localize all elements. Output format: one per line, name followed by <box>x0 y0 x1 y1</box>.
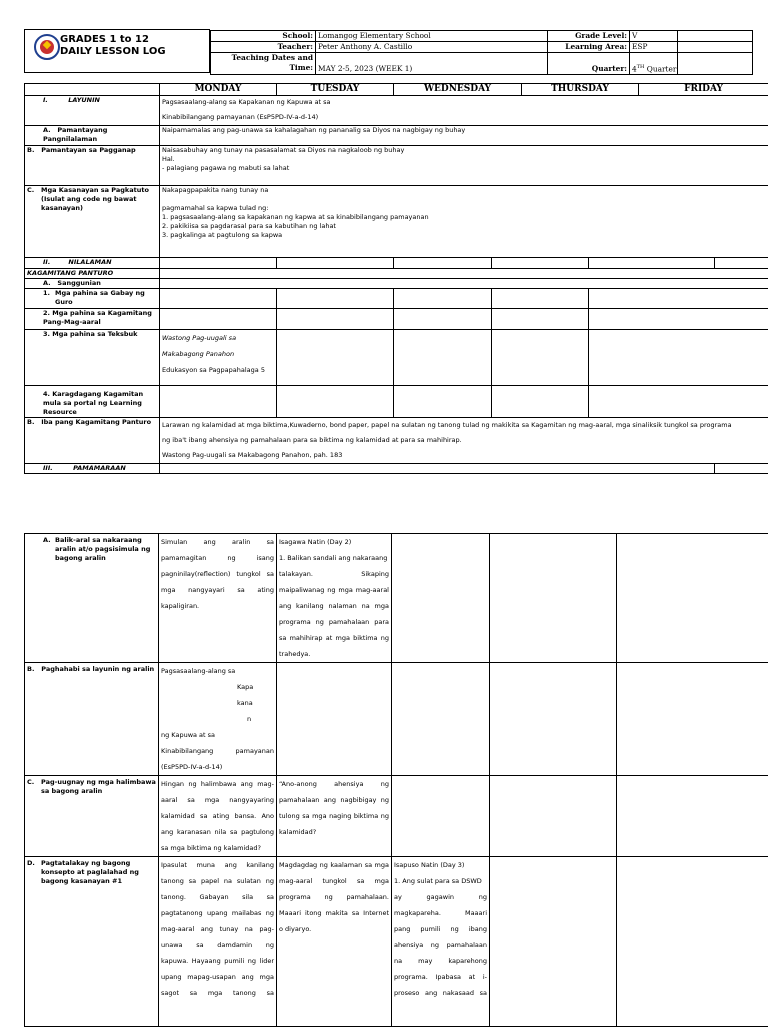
balik-tue-line: programa ng pamahalaan para <box>279 614 389 630</box>
row-pag-uugnay <box>25 776 768 857</box>
grade-extra <box>678 31 753 42</box>
paghahabi-mon-line: n <box>161 711 274 727</box>
teksbuk-fri <box>589 330 768 386</box>
teacher-label: Teacher: <box>211 42 316 53</box>
balik-wed <box>392 534 490 663</box>
row-sanggunian <box>25 279 768 289</box>
day-thursday: THURSDAY <box>522 84 639 96</box>
day-wednesday: WEDNESDAY <box>394 84 522 96</box>
pag-uugnay-thu <box>490 776 617 857</box>
pagtatalakay-mon-line: pagtatanong upang mailabas ng <box>161 905 274 921</box>
pagtatalakay-mon-line: mag-aaral ang tunay na pag- <box>161 921 274 937</box>
pagtatalakay-wed-line: programa. Ipabasa at i- <box>394 969 487 985</box>
pamantayan-pg-line-3: - palagiang pagawa ng mabuti sa lahat <box>162 164 766 173</box>
balik-fri <box>617 534 768 663</box>
pagtatalakay-tue-line: o diyaryo. <box>279 921 389 937</box>
iba-content <box>160 418 768 464</box>
iba-text: Iba pang Kagamitang Panturo <box>41 418 151 426</box>
pagtatalakay-mon-line: tanong. Gabayan sila sa <box>161 889 274 905</box>
balik-tue-line: talakayan. Sikaping <box>279 566 389 582</box>
paghahabi-mon-line: Kapa <box>161 679 274 695</box>
gabay-mon <box>160 289 277 309</box>
dates-label-line2: Time: <box>213 63 313 73</box>
pagtatalakay-tue-line: Maaari itong makita sa Internet <box>279 905 389 921</box>
row-kasanayan <box>25 186 768 258</box>
paghahabi-mon-line: Pagsasaalang-alang sa <box>161 663 274 679</box>
kasanayan-line-5: 3. pagkalinga at pagtulong sa kapwa <box>162 231 766 240</box>
kagamitan-mag-wed <box>394 309 492 330</box>
nilalaman-thu <box>589 258 715 269</box>
pagtatalakay-wed-line: ay gagawin ng <box>394 889 487 905</box>
gabay-wed <box>394 289 492 309</box>
nilalaman-wed-b <box>492 258 589 269</box>
balik-mon <box>159 534 277 663</box>
balik-mon-line: pagninilay(reflection) tungkol sa <box>161 566 274 582</box>
balik-tue-line: sa mahihirap at mga biktima ng <box>279 630 389 646</box>
pagtatalakay-fri <box>617 857 768 1027</box>
balik-mon-line: pamamagitan ng isang <box>161 550 274 566</box>
pag-uugnay-mon-line: kalamidad sa ating bansa. Ano <box>161 808 274 824</box>
iba-line-1: Larawan ng kalamidad at mga biktima,Kuwaderno, bond paper, papel na sulatan ng tanong tulad ng makikita sa Kagamitan ng mag-aaral, mga sinaliksik tungkol sa programa <box>162 418 766 433</box>
pamantayan-pg-line-2: Hal. <box>162 155 766 164</box>
paghahabi-mon-line: Kinabibilangang pamayanan <box>161 743 274 759</box>
kasanayan-content <box>160 186 768 258</box>
nilalaman-label <box>25 258 160 269</box>
pag-uugnay-mon-line: sa mga biktima ng kalamidad? <box>161 840 274 856</box>
pagtatalakay-thu <box>490 857 617 1027</box>
layunin-content <box>160 96 768 126</box>
nilalaman-tue <box>277 258 394 269</box>
kasanayan-line-4: 2. pakikiisa sa pagdarasal para sa kabutihan ng lahat <box>162 222 766 231</box>
teacher-value: Peter Anthony A. Castillo <box>316 42 548 53</box>
balik-thu <box>490 534 617 663</box>
pamantayan-pg-content <box>160 146 768 186</box>
paghahabi-num: B. <box>27 665 34 673</box>
pag-uugnay-mon-line: ang karanasan nila sa pagtulong <box>161 824 274 840</box>
row-gabay <box>25 289 768 309</box>
row-paghahabi <box>25 663 768 776</box>
balik-tue-line: 1. Balikan sandali ang nakaraang <box>279 550 389 566</box>
pag-uugnay-num: C. <box>27 778 41 796</box>
grade-label: Grade Level: <box>548 31 630 42</box>
dates-value: MAY 2-5, 2023 (WEEK 1) <box>316 53 548 75</box>
pagtatalakay-mon-line: upang mapag-usapan ang mga <box>161 969 274 985</box>
sanggunian-label <box>25 279 160 289</box>
balik-tue-line: ang kanilang nalaman na mga <box>279 598 389 614</box>
pamamaraan-num: III. <box>43 464 53 472</box>
pamantayan-pg-line-1: Naisasabuhay ang tunay na pasasalamat sa Diyos na nagkaloob ng buhay <box>162 146 766 155</box>
pagtatalakay-mon-line: tanong sa papel na sulatan ng <box>161 873 274 889</box>
area-value: ESP <box>630 42 678 53</box>
pagtatalakay-mon-line: kapuwa. Hayaang pumili ng lider <box>161 953 274 969</box>
pag-uugnay-label <box>25 776 159 857</box>
kagamitan-content <box>160 269 768 279</box>
karagdagang-thu <box>492 386 589 418</box>
pamamaraan-content <box>160 464 715 474</box>
pagtatalakay-wed-line: proseso ang nakasaad sa <box>394 985 487 1001</box>
sanggunian-num: A. <box>43 279 51 287</box>
layunin-line-1: Pagsasaalang-alang sa Kapakanan ng Kapuwa at sa <box>162 96 766 108</box>
pag-uugnay-tue <box>277 776 392 857</box>
nilalaman-fri <box>715 258 768 269</box>
pagtatalakay-wed-line: 1. Ang sulat para sa DSWD <box>394 873 487 889</box>
gabay-num: 1. <box>43 289 55 307</box>
balik-tue-line: trahedya. <box>279 646 389 662</box>
layunin-line-2: Kinabibilangang pamayanan (EsP5PD-IV-a-d-14) <box>162 111 766 123</box>
balik-mon-line: mga nangyayari sa ating <box>161 582 274 598</box>
pamantayan-pg-label <box>25 146 160 186</box>
pagtatalakay-wed-line: magkapareha. Maaari <box>394 905 487 921</box>
quarter-value <box>630 53 678 75</box>
pagtatalakay-text: Pagtatalakay ng bagong konsepto at paglalahad ng bagong kasanayan #1 <box>41 859 156 886</box>
row-pamantayang-pangnilalaman <box>25 126 768 146</box>
pagtatalakay-num: D. <box>27 859 41 886</box>
day-friday: FRIDAY <box>639 84 768 96</box>
pamamaraan-fri <box>715 464 768 474</box>
day-header-blank <box>25 84 160 96</box>
layunin-text: LAYUNIN <box>68 96 100 104</box>
iba-line-2: ng iba't ibang ahensiya ng pamahalaan para sa biktima ng kalamidad at para sa mahihirap. <box>162 433 766 448</box>
pagtatalakay-wed-line: na may kaparehong <box>394 953 487 969</box>
pamantayan-pg-num: B. <box>27 146 34 154</box>
row-nilalaman <box>25 258 768 269</box>
pag-uugnay-mon-line: aaral sa mga nangyayaring <box>161 792 274 808</box>
kasanayan-text: Mga Kasanayan sa Pagkatuto (Isulat ang code ng bawat kasanayan) <box>41 186 157 213</box>
kasanayan-line-3: 1. pagsasaalang-alang sa kapakanan ng kapwa at sa kinabibilangang pamayanan <box>162 213 766 222</box>
row-kagamitan <box>25 269 768 279</box>
teksbuk-label: 3. Mga pahina sa Teksbuk <box>25 330 160 386</box>
iba-line-3: Wastong Pag-uugali sa Makabagong Panahon, pah. 183 <box>162 448 766 463</box>
kagamitan-label: KAGAMITANG PANTURO <box>25 269 160 279</box>
pag-uugnay-tue-line: pamahalaan ang nagbibigay ng <box>279 792 389 808</box>
iba-label <box>25 418 160 464</box>
day-monday: MONDAY <box>160 84 277 96</box>
kagamitan-mag-tue <box>277 309 394 330</box>
row-karagdagang <box>25 386 768 418</box>
teksbuk-line-1: Wastong Pag-uugali sa <box>162 330 274 346</box>
paghahabi-tue <box>277 663 392 776</box>
pag-uugnay-text: Pag-uugnay ng mga halimbawa sa bagong aralin <box>41 778 156 796</box>
gabay-text: Mga pahina sa Gabay ng Guro <box>55 289 157 307</box>
balik-tue-line: Isagawa Natin (Day 2) <box>279 534 389 550</box>
pamantayang-p-num: A. <box>43 126 51 134</box>
pag-uugnay-fri <box>617 776 768 857</box>
pagtatalakay-wed-line: pang pumili ng ibang <box>394 921 487 937</box>
teksbuk-line-2: Makabagong Panahon <box>162 346 274 362</box>
kagamitan-mag-fri <box>589 309 768 330</box>
area-extra <box>678 42 753 53</box>
area-label: Learning Area: <box>548 42 630 53</box>
row-teksbuk <box>25 330 768 386</box>
row-balik-aral <box>25 534 768 663</box>
kasanayan-line-1: Nakapagpapakita nang tunay na <box>162 186 766 195</box>
gabay-label <box>25 289 160 309</box>
row-pagtatalakay <box>25 857 768 1027</box>
pag-uugnay-tue-line: tulong sa mga naging biktima ng <box>279 808 389 824</box>
day-tuesday: TUESDAY <box>277 84 394 96</box>
gabay-fri <box>589 289 768 309</box>
paghahabi-thu <box>490 663 617 776</box>
paghahabi-mon-line: kana <box>161 695 274 711</box>
iba-num: B. <box>27 418 34 426</box>
paghahabi-text: Paghahabi sa layunin ng aralin <box>41 665 154 673</box>
nilalaman-text: NILALAMAN <box>68 258 111 266</box>
pamantayan-pg-text: Pamantayan sa Pagganap <box>41 146 135 154</box>
pagtatalakay-tue-line: mag-aaral tungkol sa mga <box>279 873 389 889</box>
gabay-thu-a <box>492 289 589 309</box>
title-line-2: DAILY LESSON LOG <box>60 46 166 58</box>
kasanayan-num: C. <box>27 186 41 213</box>
teksbuk-line-3: Edukasyon sa Pagpapahalaga 5 <box>162 362 274 378</box>
pamamaraan-label <box>25 464 160 474</box>
gabay-tue <box>277 289 394 309</box>
row-layunin <box>25 96 768 126</box>
layunin-num: I. <box>43 96 48 104</box>
school-label: School: <box>211 31 316 42</box>
balik-text: Balik-aral sa nakaraang aralin at/o pagsisimula ng bagong aralin <box>55 536 156 563</box>
row-pamamaraan <box>25 464 768 474</box>
dates-label-line1: Teaching Dates and <box>213 53 313 63</box>
dates-label <box>211 53 316 75</box>
nilalaman-mon <box>160 258 277 269</box>
pagtatalakay-mon-line: Ipasulat muna ang kanilang <box>161 857 274 873</box>
pagtatalakay-mon <box>159 857 277 1027</box>
grade-value: V <box>630 31 678 42</box>
pagtatalakay-label <box>25 857 159 1027</box>
balik-tue-line: maipaliwanag ng mga mag-aaral <box>279 582 389 598</box>
pagtatalakay-tue-line: Magdagdag ng kaalaman sa mga <box>279 857 389 873</box>
pag-uugnay-mon-line: Hingan ng halimbawa ang mag- <box>161 776 274 792</box>
pagtatalakay-mon-line: sagot sa mga tanong sa <box>161 985 274 1001</box>
pag-uugnay-wed <box>392 776 490 857</box>
pamantayang-p-label <box>25 126 160 146</box>
nilalaman-wed-a <box>394 258 492 269</box>
quarter-label: Quarter: <box>548 53 630 75</box>
kasanayan-line-2: pagmamahal sa kapwa tulad ng: <box>162 204 766 213</box>
teksbuk-mon <box>160 330 277 386</box>
karagdagang-fri <box>589 386 768 418</box>
lesson-table-2 <box>24 533 768 1027</box>
sanggunian-content <box>160 279 768 289</box>
teksbuk-tue <box>277 330 394 386</box>
quarter-num: 4 <box>632 64 637 73</box>
balik-mon-line: kapaligiran. <box>161 598 274 614</box>
pagtatalakay-wed-line: ahensiya ng pamahalaan <box>394 937 487 953</box>
kagamitan-mag-mon <box>160 309 277 330</box>
quarter-sup: TH <box>637 64 645 70</box>
school-value: Lomangog Elementary School <box>316 31 548 42</box>
balik-mon-line: Simulan ang aralin sa <box>161 534 274 550</box>
karagdagang-mon <box>160 386 277 418</box>
pagtatalakay-tue-line: programa ng pamahalaan. <box>279 889 389 905</box>
teksbuk-wed <box>394 330 492 386</box>
pamantayang-p-text: Pamantayang Pangnilalaman <box>43 126 107 143</box>
kagamitan-mag-thu <box>492 309 589 330</box>
header-info-table <box>210 30 753 75</box>
balik-label <box>25 534 159 663</box>
karagdagang-tue <box>277 386 394 418</box>
pag-uugnay-mon <box>159 776 277 857</box>
quarter-word: Quarter <box>644 64 676 73</box>
pag-uugnay-tue-line: “Ano-anong ahensiya ng <box>279 776 389 792</box>
kasanayan-label <box>25 186 160 258</box>
paghahabi-fri <box>617 663 768 776</box>
paghahabi-wed <box>392 663 490 776</box>
lesson-table-1 <box>24 95 768 474</box>
karagdagang-label: 4. Karagdagang Kagamitan mula sa portal ng Learning Resource <box>25 386 160 418</box>
row-iba-pang <box>25 418 768 464</box>
pagtatalakay-mon-line: unawa sa damdamin ng <box>161 937 274 953</box>
paghahabi-mon-line: ng Kapuwa at sa <box>161 727 274 743</box>
paghahabi-mon-line: (EsP5PD-IV-a-d-14) <box>161 759 274 775</box>
row-kagamitan-mag-aaral <box>25 309 768 330</box>
pag-uugnay-tue-line: kalamidad? <box>279 824 389 840</box>
nilalaman-num: II. <box>43 258 50 266</box>
pagtatalakay-wed-line: Isapuso Natin (Day 3) <box>394 857 487 873</box>
teksbuk-thu <box>492 330 589 386</box>
pamamaraan-text: PAMAMARAAN <box>73 464 126 472</box>
page-title <box>60 34 166 58</box>
pagtatalakay-tue <box>277 857 392 1027</box>
kagamitan-mag-label: 2. Mga pahina sa Kagamitang Pang-Mag-aaral <box>25 309 160 330</box>
paghahabi-mon <box>159 663 277 776</box>
paghahabi-label <box>25 663 159 776</box>
title-line-1: GRADES 1 to 12 <box>60 34 166 46</box>
pagtatalakay-wed <box>392 857 490 1027</box>
balik-tue <box>277 534 392 663</box>
balik-num: A. <box>43 536 55 563</box>
karagdagang-wed <box>394 386 492 418</box>
layunin-label <box>25 96 160 126</box>
sanggunian-text: Sanggunian <box>57 279 101 287</box>
row-pamantayan-pagganap <box>25 146 768 186</box>
quarter-extra <box>678 53 753 75</box>
pamantayang-p-content: Naipamamalas ang pag-unawa sa kahalagahan ng pananalig sa Diyos na nagbigay ng buhay <box>160 126 768 146</box>
